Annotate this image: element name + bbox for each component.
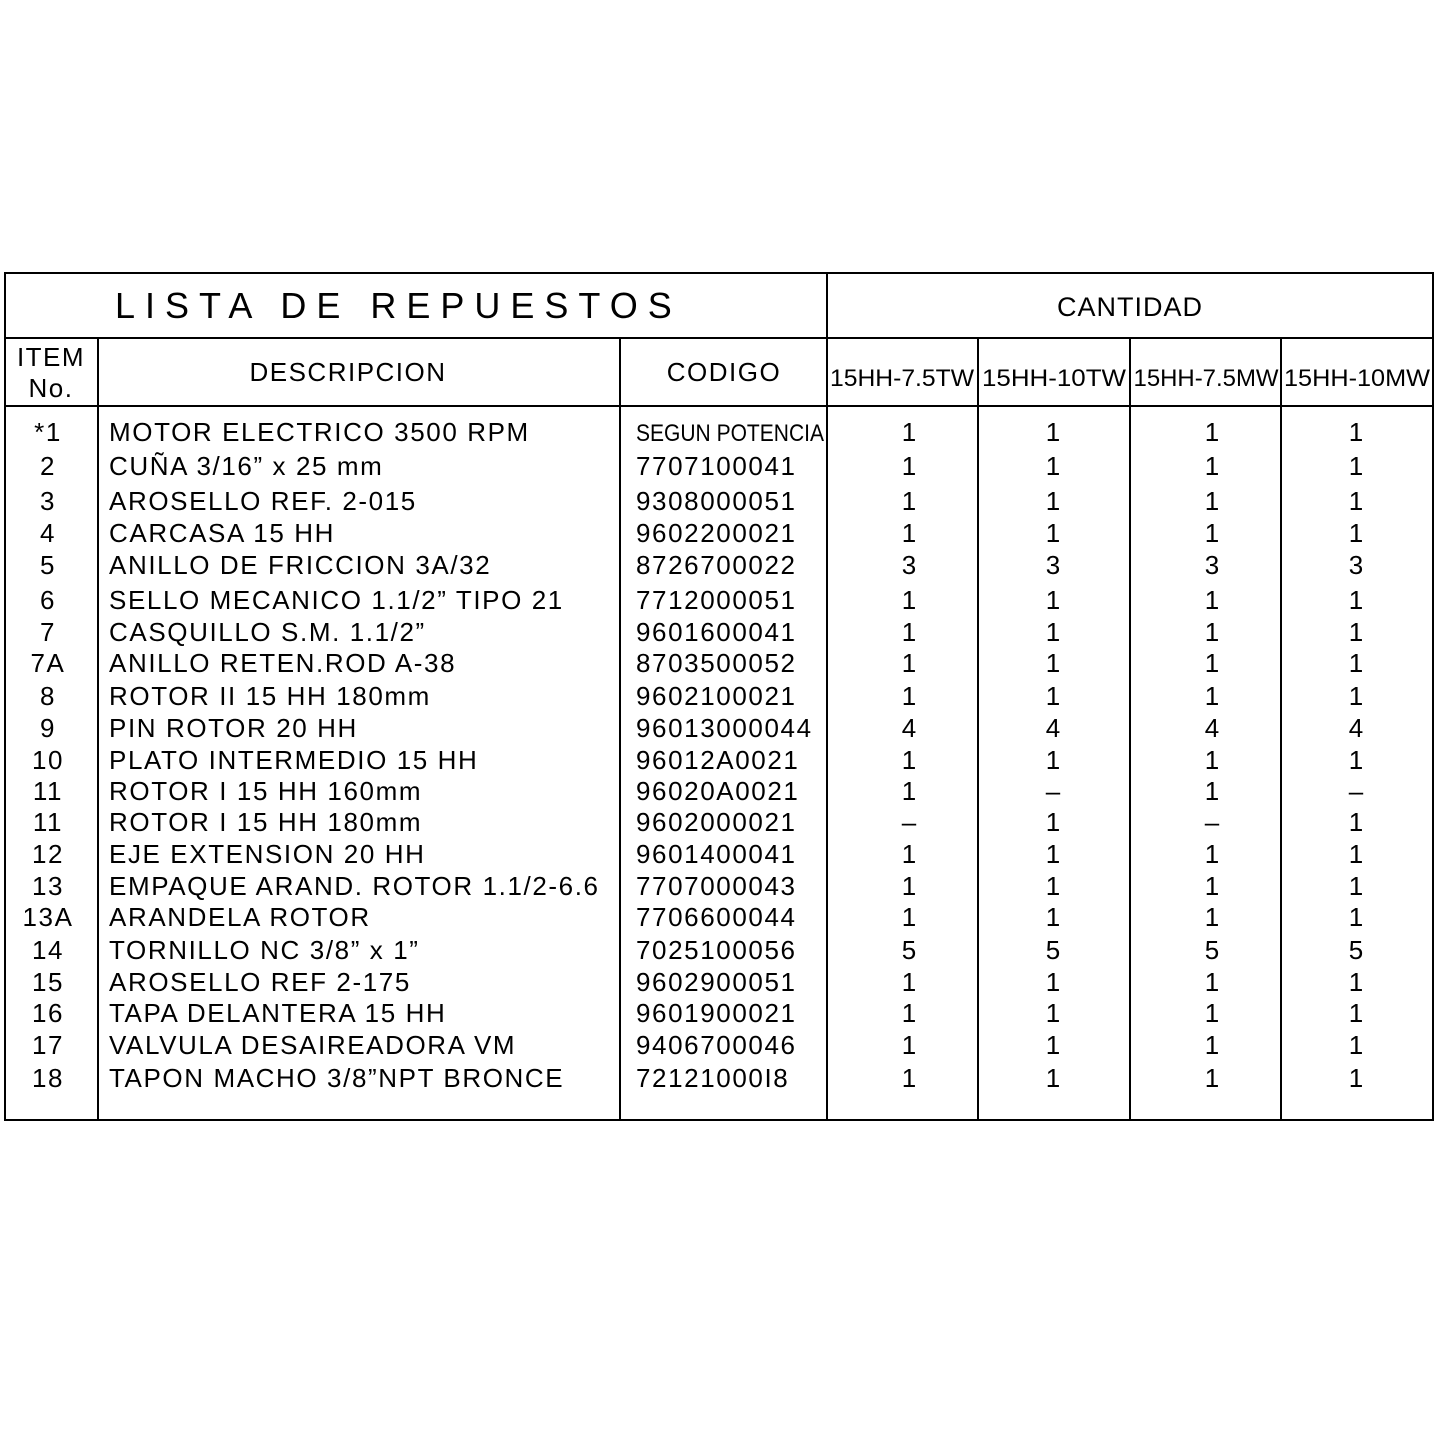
quantity-cell: 3 [1348,550,1364,580]
model-header-15hh-7-5mw: 15HH-7.5MW [1133,365,1279,392]
quantity-cell: 1 [1045,967,1061,997]
quantity-cell: 1 [1204,648,1220,678]
table-row [32,871,1363,901]
item-number: 16 [31,998,65,1028]
quantity-cell: 1 [1045,871,1061,901]
quantity-cell: 4 [1204,713,1220,743]
part-description: CARCASA 15 HH [109,518,335,548]
quantity-cell: 1 [1348,967,1364,997]
item-number: 4 [39,518,57,548]
table-title: LISTA DE REPUESTOS [115,285,682,326]
quantity-cell: 1 [1045,451,1061,481]
model-header-15hh-10mw: 15HH-10MW [1284,365,1431,392]
quantity-cell: 1 [901,745,917,775]
quantity-cell: 5 [1204,935,1220,965]
part-code: 72121000I8 [636,1063,790,1093]
part-code: 9406700046 [636,1030,797,1060]
quantity-cell: 1 [1204,871,1220,901]
part-description: ROTOR I 15 HH 180mm [109,807,423,837]
table-row [40,486,1363,516]
quantity-cell: 1 [1045,585,1061,615]
quantity-cell: 3 [1045,550,1061,580]
part-code: 9602100021 [636,681,797,711]
quantity-cell: 1 [1045,1030,1061,1060]
table-row [32,967,1363,997]
quantity-cell: 1 [1045,807,1061,837]
quantity-cell: 1 [1045,1063,1061,1093]
part-description: MOTOR ELECTRICO 3500 RPM [109,417,530,447]
quantity-cell: 1 [1204,518,1220,548]
quantity-cell: 1 [901,1063,917,1093]
part-code: 9602900051 [636,967,797,997]
quantity-cell: 1 [1045,745,1061,775]
part-code: 96013000044 [636,713,813,743]
quantity-cell: 1 [901,648,917,678]
quantity-cell: 1 [1348,998,1364,1028]
quantity-cell: 1 [1348,839,1364,869]
part-code: SEGUN POTENCIA [636,420,824,447]
table-row [40,681,1363,711]
quantity-cell: 3 [1204,550,1220,580]
part-code: 9601600041 [636,617,797,647]
item-number: 15 [31,967,65,997]
quantity-cell: 1 [901,1030,917,1060]
item-number: 7A [30,648,66,678]
part-description: TORNILLO NC 3/8” x 1” [109,935,420,965]
code-header: CODIGO [666,357,782,387]
quantity-cell: – [1348,776,1364,806]
part-code: 9601400041 [636,839,797,869]
table-row [40,451,1363,481]
table-row [22,902,1363,932]
item-number: 5 [39,550,57,580]
quantity-cell: 1 [1045,998,1061,1028]
quantity-cell: 1 [1204,1030,1220,1060]
quantity-cell: 1 [1045,417,1061,447]
quantity-cell: 1 [1348,648,1364,678]
model-header-15hh-7-5tw: 15HH-7.5TW [830,365,975,392]
table-row [30,648,1363,678]
part-description: EJE EXTENSION 20 HH [109,839,426,869]
quantity-cell: 1 [901,998,917,1028]
table-row [40,550,1363,580]
table-row [32,839,1363,869]
quantity-cell: 1 [901,585,917,615]
quantity-cell: 1 [901,967,917,997]
quantity-cell: 4 [1045,713,1061,743]
quantity-cell: 1 [901,681,917,711]
quantity-cell: 1 [1204,486,1220,516]
quantity-cell: – [1045,776,1061,806]
quantity-cell: 1 [1045,902,1061,932]
quantity-cell: 1 [901,839,917,869]
quantity-cell: 1 [901,902,917,932]
part-description: SELLO MECANICO 1.1/2” TIPO 21 [109,585,564,615]
part-code: 7706600044 [636,902,797,932]
table-row [34,417,1363,447]
item-number: 8 [39,681,57,711]
quantity-cell: 1 [1348,1030,1364,1060]
quantity-cell: 1 [901,617,917,647]
part-description: EMPAQUE ARAND. ROTOR 1.1/2-6.6 [109,871,600,901]
quantity-cell: 3 [901,550,917,580]
item-number: 6 [39,585,57,615]
table-row [40,713,1363,743]
quantity-cell: 4 [1348,713,1364,743]
part-description: TAPON MACHO 3/8”NPT BRONCE [109,1063,565,1093]
part-code: 7025100056 [636,935,797,965]
quantity-cell: 1 [1045,681,1061,711]
item-number: 11 [32,807,64,837]
part-code: 9308000051 [636,486,797,516]
part-description: ROTOR I 15 HH 160mm [109,776,423,806]
item-number: 13 [31,871,65,901]
quantity-cell: 1 [1204,967,1220,997]
part-code: 8726700022 [636,550,797,580]
part-description: ANILLO DE FRICCION 3A/32 [109,550,492,580]
quantity-cell: 1 [1348,417,1364,447]
part-description: ARANDELA ROTOR [109,902,371,932]
quantity-cell: 5 [1348,935,1364,965]
part-description: TAPA DELANTERA 15 HH [109,998,447,1028]
quantity-cell: 1 [1204,998,1220,1028]
quantity-cell: 1 [1204,617,1220,647]
quantity-cell: 1 [1045,518,1061,548]
part-description: CASQUILLO S.M. 1.1/2” [109,617,426,647]
quantity-header: CANTIDAD [1056,292,1204,322]
quantity-cell: 1 [1348,807,1364,837]
table-body [22,417,1363,1093]
quantity-cell: 1 [901,518,917,548]
quantity-cell: 1 [1348,681,1364,711]
table-row [40,518,1363,548]
model-header-15hh-10tw: 15HH-10TW [982,365,1127,392]
item-number: 14 [31,935,65,965]
quantity-cell: 1 [1348,518,1364,548]
part-description: PLATO INTERMEDIO 15 HH [109,745,479,775]
quantity-cell: 1 [1204,585,1220,615]
part-code: 96020A0021 [636,776,800,806]
quantity-cell: 1 [1348,451,1364,481]
part-code: 96012A0021 [636,745,800,775]
quantity-cell: 1 [1348,585,1364,615]
quantity-cell: 1 [1204,1063,1220,1093]
part-code: 9601900021 [636,998,797,1028]
quantity-cell: 5 [901,935,917,965]
item-header-line2: No. [28,373,74,403]
part-description: AROSELLO REF. 2-015 [109,486,417,516]
quantity-cell: – [1204,807,1220,837]
quantity-cell: 1 [1204,776,1220,806]
part-code: 7707000043 [636,871,797,901]
quantity-cell: 1 [1045,617,1061,647]
item-number: 9 [39,713,57,743]
quantity-cell: 1 [1348,1063,1364,1093]
part-description: VALVULA DESAIREADORA VM [109,1030,517,1060]
item-number: 7 [39,617,57,647]
quantity-cell: 1 [1204,902,1220,932]
table-row [32,745,1363,775]
table-row [40,617,1363,647]
item-number: *1 [34,417,62,447]
item-number: 18 [31,1063,65,1093]
table-row [32,1063,1363,1093]
part-description: AROSELLO REF 2-175 [109,967,411,997]
item-header-line1: ITEM [16,342,86,372]
quantity-cell: 1 [1204,451,1220,481]
part-description: ANILLO RETEN.ROD A-38 [109,648,457,678]
quantity-cell: 1 [901,776,917,806]
table-row [32,1030,1363,1060]
item-number: 3 [39,486,57,516]
table-row [32,998,1363,1028]
table-row [33,776,1364,806]
quantity-cell: 1 [1204,839,1220,869]
quantity-cell: 1 [901,871,917,901]
quantity-cell: 4 [901,713,917,743]
part-description: ROTOR II 15 HH 180mm [109,681,431,711]
item-number: 10 [31,745,65,775]
item-number: 17 [31,1030,65,1060]
item-number: 11 [32,776,64,806]
description-header: DESCRIPCION [249,357,447,387]
part-code: 8703500052 [636,648,797,678]
quantity-cell: 1 [901,451,917,481]
part-code: 7707100041 [636,451,797,481]
item-number: 13A [22,902,74,932]
quantity-cell: 1 [1348,486,1364,516]
quantity-cell: – [901,807,917,837]
quantity-cell: 1 [1204,681,1220,711]
quantity-cell: 1 [1045,486,1061,516]
table-row [33,807,1363,837]
table-row [32,935,1363,965]
table-row [40,585,1363,615]
part-description: PIN ROTOR 20 HH [109,713,358,743]
quantity-cell: 1 [1348,745,1364,775]
part-code: 9602200021 [636,518,797,548]
quantity-cell: 1 [1045,839,1061,869]
quantity-cell: 5 [1045,935,1061,965]
quantity-cell: 1 [1204,417,1220,447]
quantity-cell: 1 [1348,902,1364,932]
quantity-cell: 1 [1348,871,1364,901]
item-number: 2 [39,451,57,481]
item-number: 12 [31,839,65,869]
quantity-cell: 1 [901,417,917,447]
part-code: 9602000021 [636,807,797,837]
quantity-cell: 1 [1348,617,1364,647]
part-description: CUÑA 3/16” x 25 mm [109,451,384,481]
quantity-cell: 1 [1204,745,1220,775]
quantity-cell: 1 [901,486,917,516]
part-code: 7712000051 [636,585,797,615]
quantity-cell: 1 [1045,648,1061,678]
